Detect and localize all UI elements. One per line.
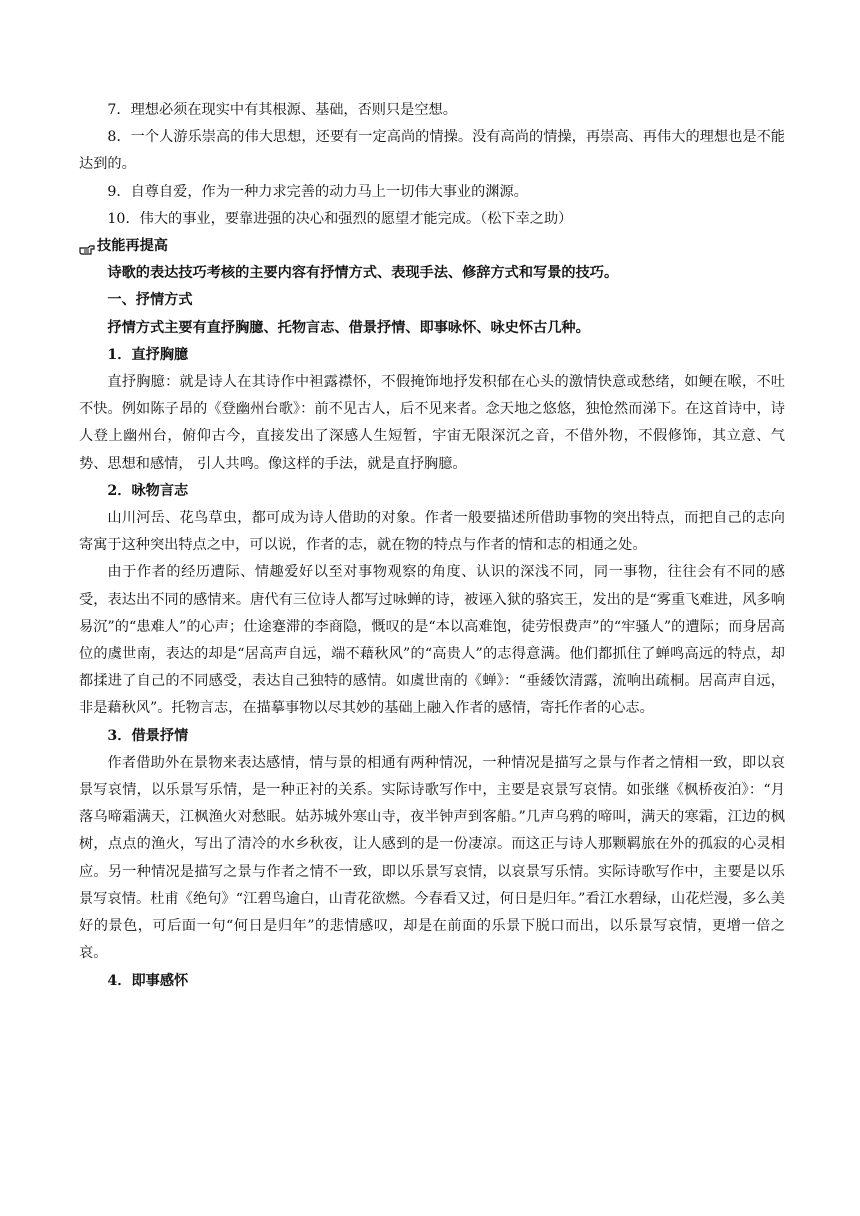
paragraph: 山川河岳、花鸟草虫，都可成为诗人借助的对象。作者一般要描述所借助事物的突出特点，而把自己的志向寄寓于这种突出特点之中，可以说，作者的志，就在物的特点与作者的情和志的相通之处。 [79,510,785,554]
intro-text: 诗歌的表达技巧考核的主要内容有抒情方式、表现手法、修辞方式和写景的技巧。 [107,265,619,282]
section-title: 技能再提高 [97,238,168,255]
heading-1-summary: 抒情方式主要有直抒胸臆、托物言志、借景抒情、即事咏怀、咏史怀古几种。 [107,319,590,336]
document-body [79,97,785,995]
list-item: 7．理想必须在现实中有其根源、基础，否则只是空想。 [107,102,457,118]
heading-1: 一、抒情方式 [107,292,193,309]
list-item: 9．自尊自爱，作为一种力求完善的动力马上一切伟大事业的渊源。 [107,183,528,200]
list-item: 10．伟大的事业，要靠进强的决心和强烈的愿望才能完成。（松下幸之助） [107,210,573,227]
subheading-1: 1．直抒胸臆 [107,346,189,363]
paragraph: 由于作者的经历遭际、情趣爱好以至对事物观察的角度、认识的深浅不同，同一事物，往往会有不同的感受，表达出不同的感情来。唐代有三位诗人都写过咏蝉的诗，被诬入狱的骆宾王，发出的是“雾重飞难进，风多响易沉”的“患难人”的心声；仕途蹇滞的李商隐，慨叹的是“本以高难饱，徒劳恨费声”的“牢骚人”的遭际；而身居高位的虞世南，表达的却是“居高声自远，端不藉秋风”的“高贵人”的志得意满。他们都抓住了蝉鸣高远的特点，却都揉进了自己的不同感受，表达自己独特的感情。如虞世南的《蝉》：“垂緌饮清露，流响出疏桐。居高声自远，非是藉秋风”。托物言志，在描摹事物以尽其妙的基础上融入作者的感情，寄托作者的心志。 [79,564,785,717]
subheading-2: 2．咏物言志 [107,482,189,499]
pointing-hand-icon [79,240,95,254]
paragraph: 作者借助外在景物来表达感情，情与景的相通有两种情况，一种情况是描写之景与作者之情相一致，即以哀景写哀情，以乐景写乐情，是一种正衬的关系。实际诗歌写作中，主要是哀景写哀情。如张继《枫桥夜泊》：“月落乌啼霜满天，江枫渔火对愁眠。姑苏城外寒山寺，夜半钟声到客船。”几声乌鸦的啼叫，满天的寒霜，江边的枫树，点点的渔火，写出了清冷的水乡秋夜，让人感到的是一份凄凉。而这正与诗人那颗羁旅在外的孤寂的心灵相应。另一种情况是描写之景与作者之情不一致，即以乐景写哀情，以哀景写乐情。实际诗歌写作中，主要是以乐景写哀情。杜甫《绝句》“江碧鸟逾白，山青花欲燃。今春看又过，何日是归年。”看江水碧绿，山花烂漫，多么美好的景色，可后面一句“何日是归年”的悲情感叹，却是在前面的乐景下脱口而出，以乐景写哀情，更增一倍之哀。 [79,754,785,962]
subheading-3: 3．借景抒情 [107,727,189,744]
subheading-4: 4．即事感怀 [107,972,189,989]
paragraph: 直抒胸臆：就是诗人在其诗作中袒露襟怀，不假掩饰地抒发积郁在心头的激情快意或愁绪，如鲠在喉，不吐不快。例如陈子昂的《登幽州台歌》：前不见古人，后不见来者。念天地之悠悠，独怆然而涕下。在这首诗中，诗人登上幽州台，俯仰古今，直接发出了深感人生短暂，宇宙无限深沉之音，不借外物，不假修饰，其立意、气势、思想和感情， 引人共鸣。像这样的手法，就是直抒胸臆。 [79,374,785,472]
section-heading [79,233,785,260]
list-item: 8．一个人游乐崇高的伟大思想，还要有一定高尚的情操。没有高尚的情操，再崇高、再伟大的理想也是不能达到的。 [79,129,785,173]
